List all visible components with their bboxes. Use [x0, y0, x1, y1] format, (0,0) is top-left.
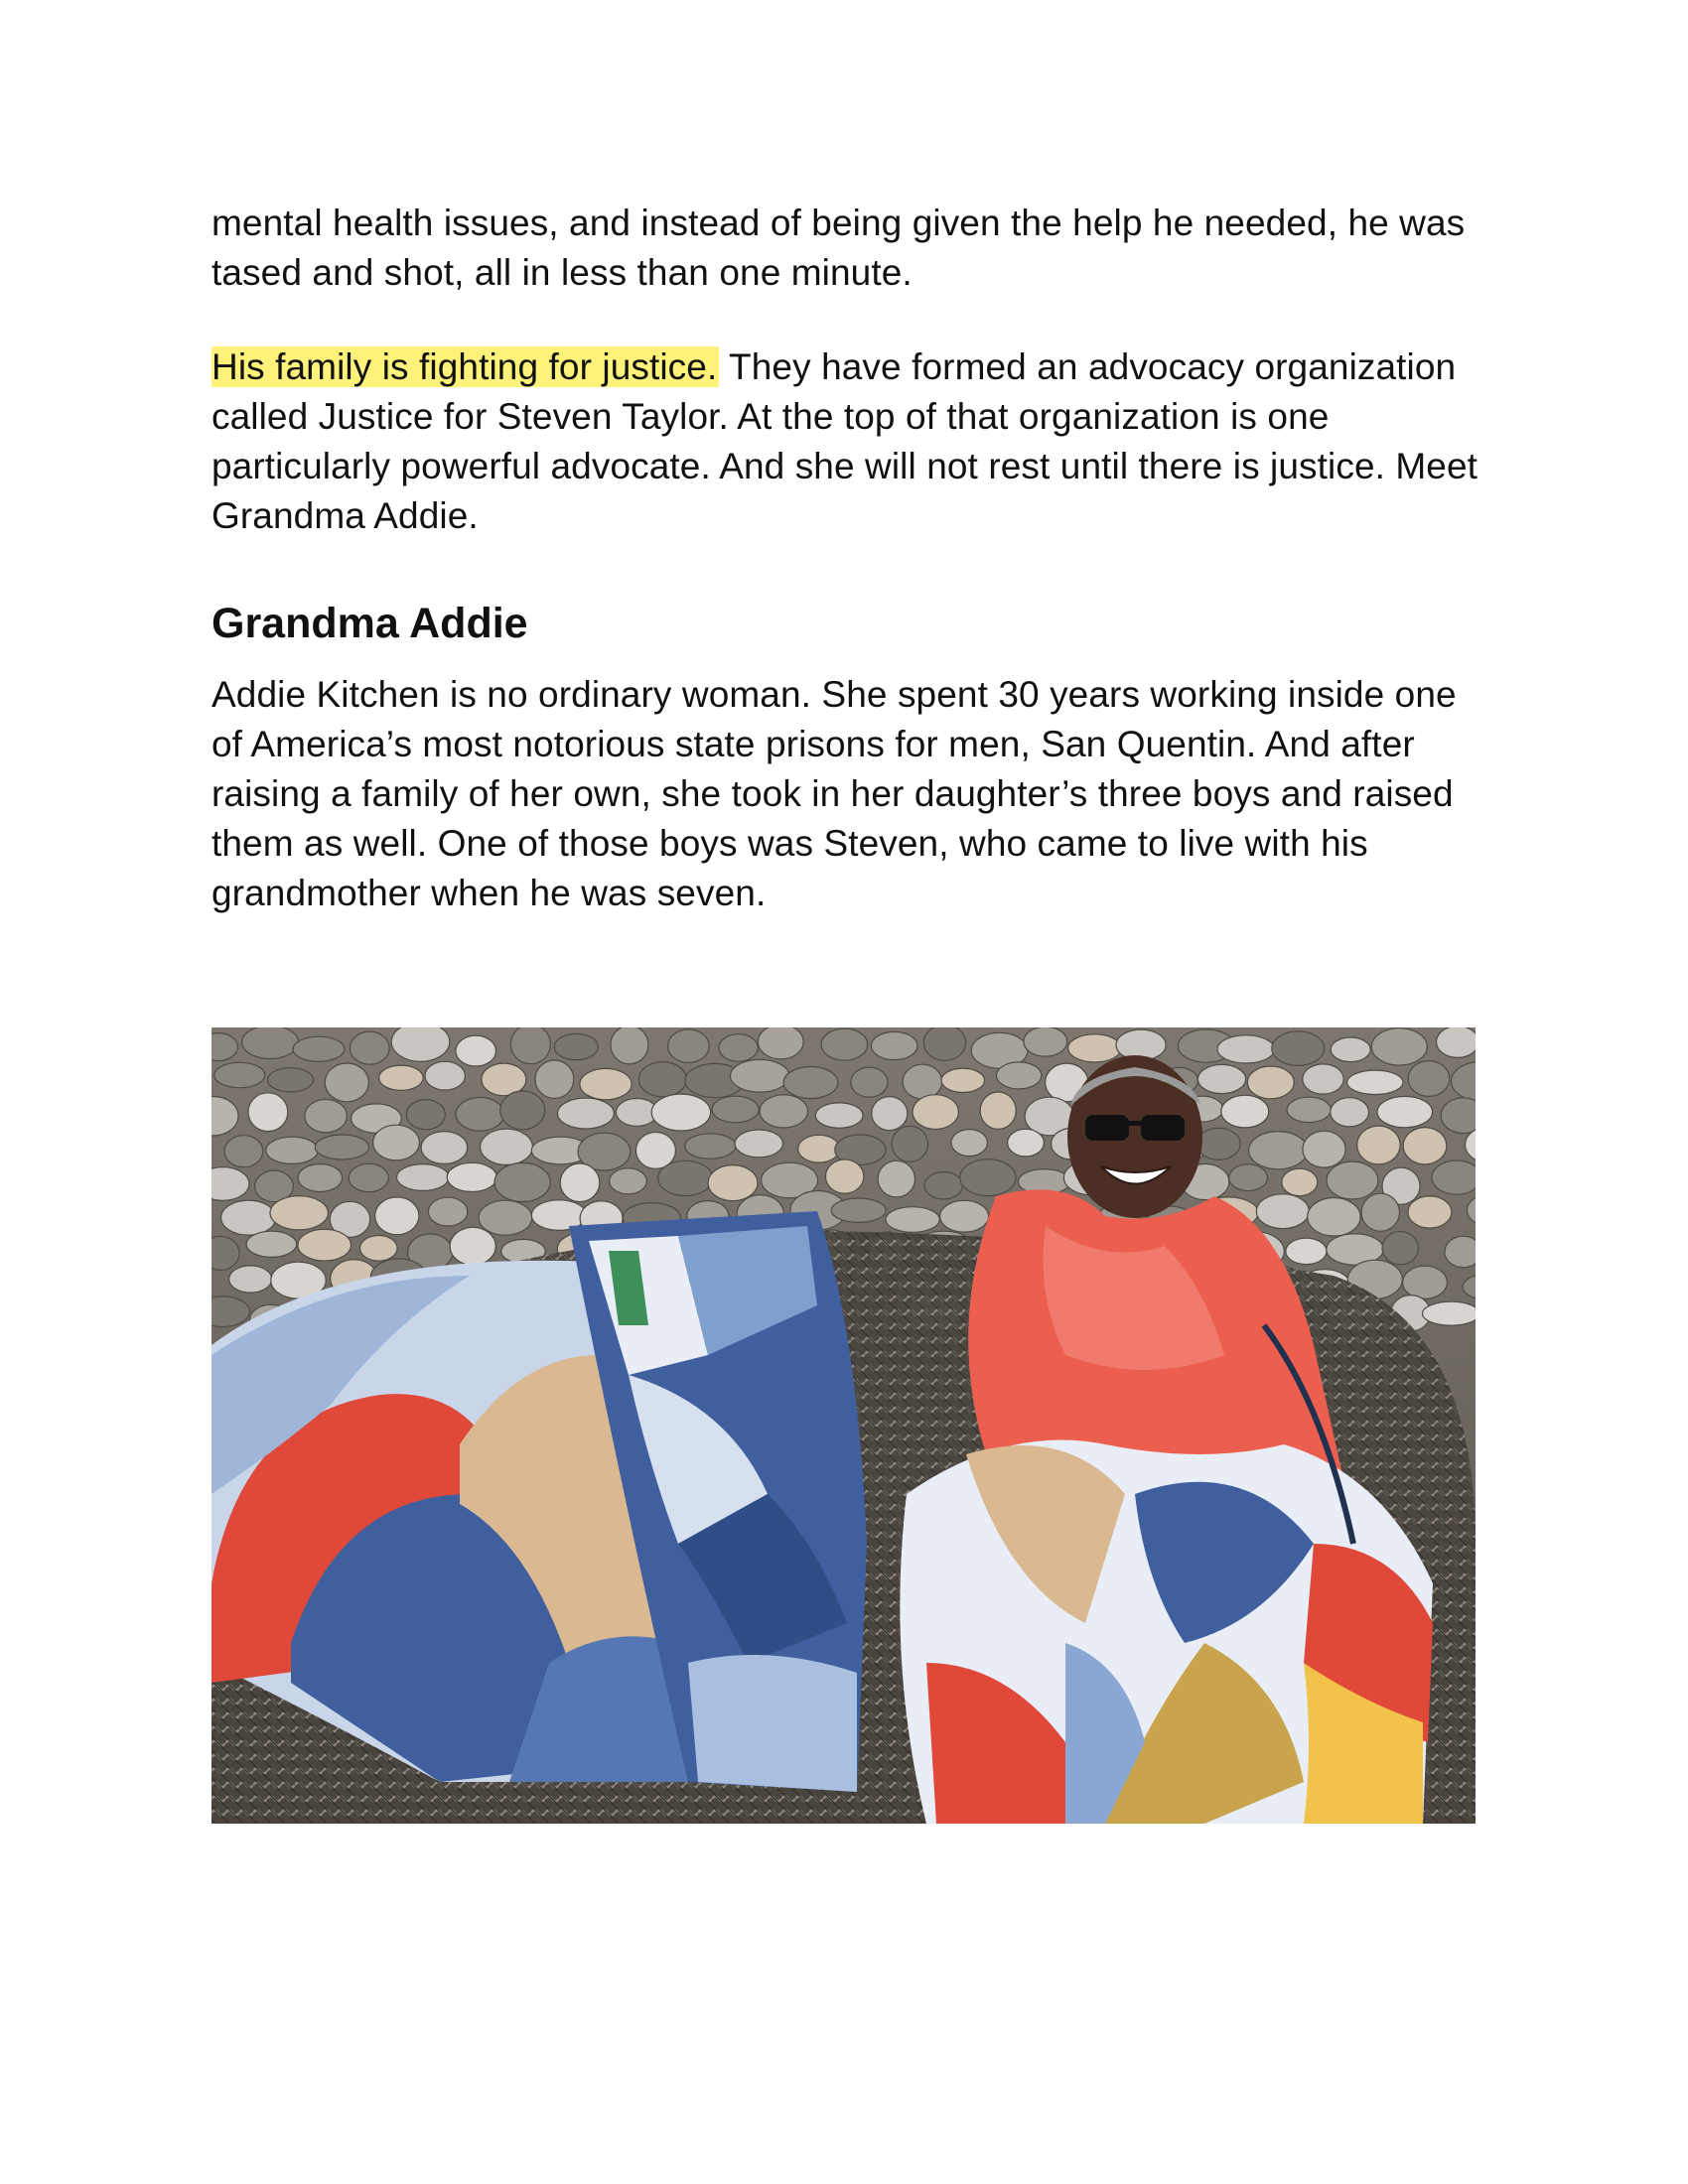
stone: [685, 1134, 736, 1159]
stone: [815, 1103, 863, 1128]
stone: [425, 1061, 465, 1090]
stone: [923, 1027, 965, 1060]
stone: [783, 1067, 838, 1099]
stone: [246, 1231, 297, 1257]
stone: [1286, 1238, 1327, 1264]
stone: [224, 1136, 263, 1167]
stone: [1347, 1070, 1403, 1094]
stone: [731, 1059, 789, 1092]
stone: [298, 1164, 343, 1192]
stone: [735, 1130, 782, 1158]
stone: [447, 1162, 496, 1191]
stone: [360, 1236, 398, 1262]
stone: [1371, 1028, 1427, 1065]
stone: [428, 1197, 467, 1226]
stone: [798, 1135, 840, 1162]
stone: [221, 1200, 276, 1235]
stone: [826, 1160, 864, 1193]
stone: [871, 1031, 917, 1059]
stone: [229, 1266, 272, 1293]
stone: [554, 1033, 598, 1059]
stone: [1308, 1198, 1360, 1237]
stone: [1221, 1095, 1269, 1128]
stone: [1403, 1266, 1448, 1298]
stone: [373, 1125, 420, 1160]
stone: [941, 1068, 985, 1092]
stone: [479, 1200, 532, 1235]
stone: [668, 1029, 710, 1063]
stone: [651, 1094, 710, 1131]
stone: [1229, 1164, 1268, 1191]
stone: [406, 1100, 445, 1130]
stone: [214, 1062, 265, 1087]
stone: [1303, 1064, 1343, 1094]
stone: [375, 1197, 419, 1235]
paragraph-addie: Addie Kitchen is no ordinary woman. She spent 30 years working inside one of America’s most notorious state prisons for men, San Quentin. And after raising a family of her own, she took in her daughter’s three boys and raised them as well. One of those boys was Steven, who came to live with his grandmother when he was seven.: [211, 674, 1457, 913]
stone: [960, 1160, 1016, 1196]
stone: [638, 1062, 686, 1097]
stone: [1068, 1034, 1122, 1062]
stone: [450, 1227, 495, 1265]
section-heading: Grandma Addie: [211, 600, 528, 647]
stone: [1272, 1031, 1325, 1066]
stone: [886, 1207, 939, 1233]
stone: [268, 1068, 314, 1092]
stone: [1197, 1064, 1245, 1093]
stone: [821, 1028, 868, 1060]
stone: [1327, 1161, 1378, 1199]
paragraph-family: [211, 342, 1492, 541]
stone: [1361, 1193, 1399, 1231]
stone: [379, 1065, 424, 1090]
stone: [270, 1196, 328, 1230]
stone: [456, 1035, 496, 1066]
stone: [391, 1027, 450, 1061]
stone: [1287, 1097, 1331, 1122]
stone: [719, 1034, 758, 1062]
stone: [758, 1027, 803, 1059]
stone: [1408, 1196, 1452, 1228]
photo-grandma-with-quilts: [211, 1027, 1476, 1824]
stone: [1331, 1037, 1370, 1062]
stone: [560, 1163, 600, 1202]
stone: [315, 1135, 368, 1160]
stone: [878, 1160, 914, 1197]
stone: [1282, 1168, 1318, 1196]
highlighted-sentence: His family is fighting for justice.: [211, 346, 718, 387]
stone: [980, 1092, 1016, 1129]
stone: [350, 1031, 389, 1064]
stone: [708, 1165, 758, 1201]
stone: [892, 1126, 927, 1161]
stone: [456, 1097, 504, 1131]
stone: [872, 1097, 908, 1131]
stone: [924, 1172, 962, 1199]
stone: [510, 1027, 550, 1064]
stone: [831, 1198, 886, 1222]
paragraph-intro: mental health issues, and instead of being given the help he needed, he was tased and shot, all in less than one minute.: [211, 203, 1466, 293]
stone: [1247, 1066, 1294, 1099]
stone: [1303, 1131, 1345, 1167]
stone: [1377, 1096, 1433, 1127]
stone: [248, 1093, 288, 1132]
stone: [580, 1068, 632, 1099]
stone: [242, 1027, 299, 1059]
stone: [325, 1063, 368, 1102]
stone: [1408, 1061, 1450, 1097]
stone: [997, 1062, 1042, 1089]
stone: [951, 1130, 987, 1157]
stone: [1423, 1301, 1477, 1325]
stone: [1382, 1232, 1418, 1265]
stone: [1196, 1128, 1240, 1160]
stone: [1437, 1027, 1477, 1057]
stone: [500, 1091, 545, 1130]
stone: [611, 1027, 648, 1064]
stone: [1403, 1128, 1447, 1164]
stone: [610, 1168, 647, 1194]
stone: [1008, 1129, 1045, 1157]
stone: [940, 1200, 989, 1232]
stone: [397, 1164, 449, 1191]
photo-illustration: [211, 1027, 1476, 1824]
stone: [1445, 1236, 1476, 1267]
stone: [1432, 1160, 1476, 1194]
stone: [481, 1129, 533, 1164]
paragraph-family-rest: They have formed an advocacy organization called Justice for Steven Taylor. At the top of that organization is one particularly powerful advocate. And she will not rest until there is justice. Meet Grandma Addie.: [211, 346, 1478, 536]
stone: [760, 1095, 808, 1128]
stone: [1217, 1035, 1275, 1063]
stone: [421, 1132, 468, 1164]
stone: [913, 1095, 958, 1130]
stone: [305, 1099, 348, 1132]
stone: [1357, 1126, 1400, 1164]
stone: [712, 1096, 759, 1123]
stone: [1024, 1027, 1067, 1056]
stone: [494, 1162, 550, 1201]
stone: [851, 1067, 888, 1097]
stone: [558, 1098, 615, 1129]
stone: [266, 1137, 319, 1163]
stone: [903, 1064, 942, 1099]
stone: [1256, 1194, 1309, 1229]
stone: [1331, 1098, 1369, 1127]
stone: [535, 1060, 574, 1098]
stone: [293, 1036, 345, 1061]
stone: [298, 1229, 352, 1261]
stone: [658, 1160, 713, 1195]
stone: [1249, 1132, 1308, 1169]
stone: [349, 1163, 388, 1191]
